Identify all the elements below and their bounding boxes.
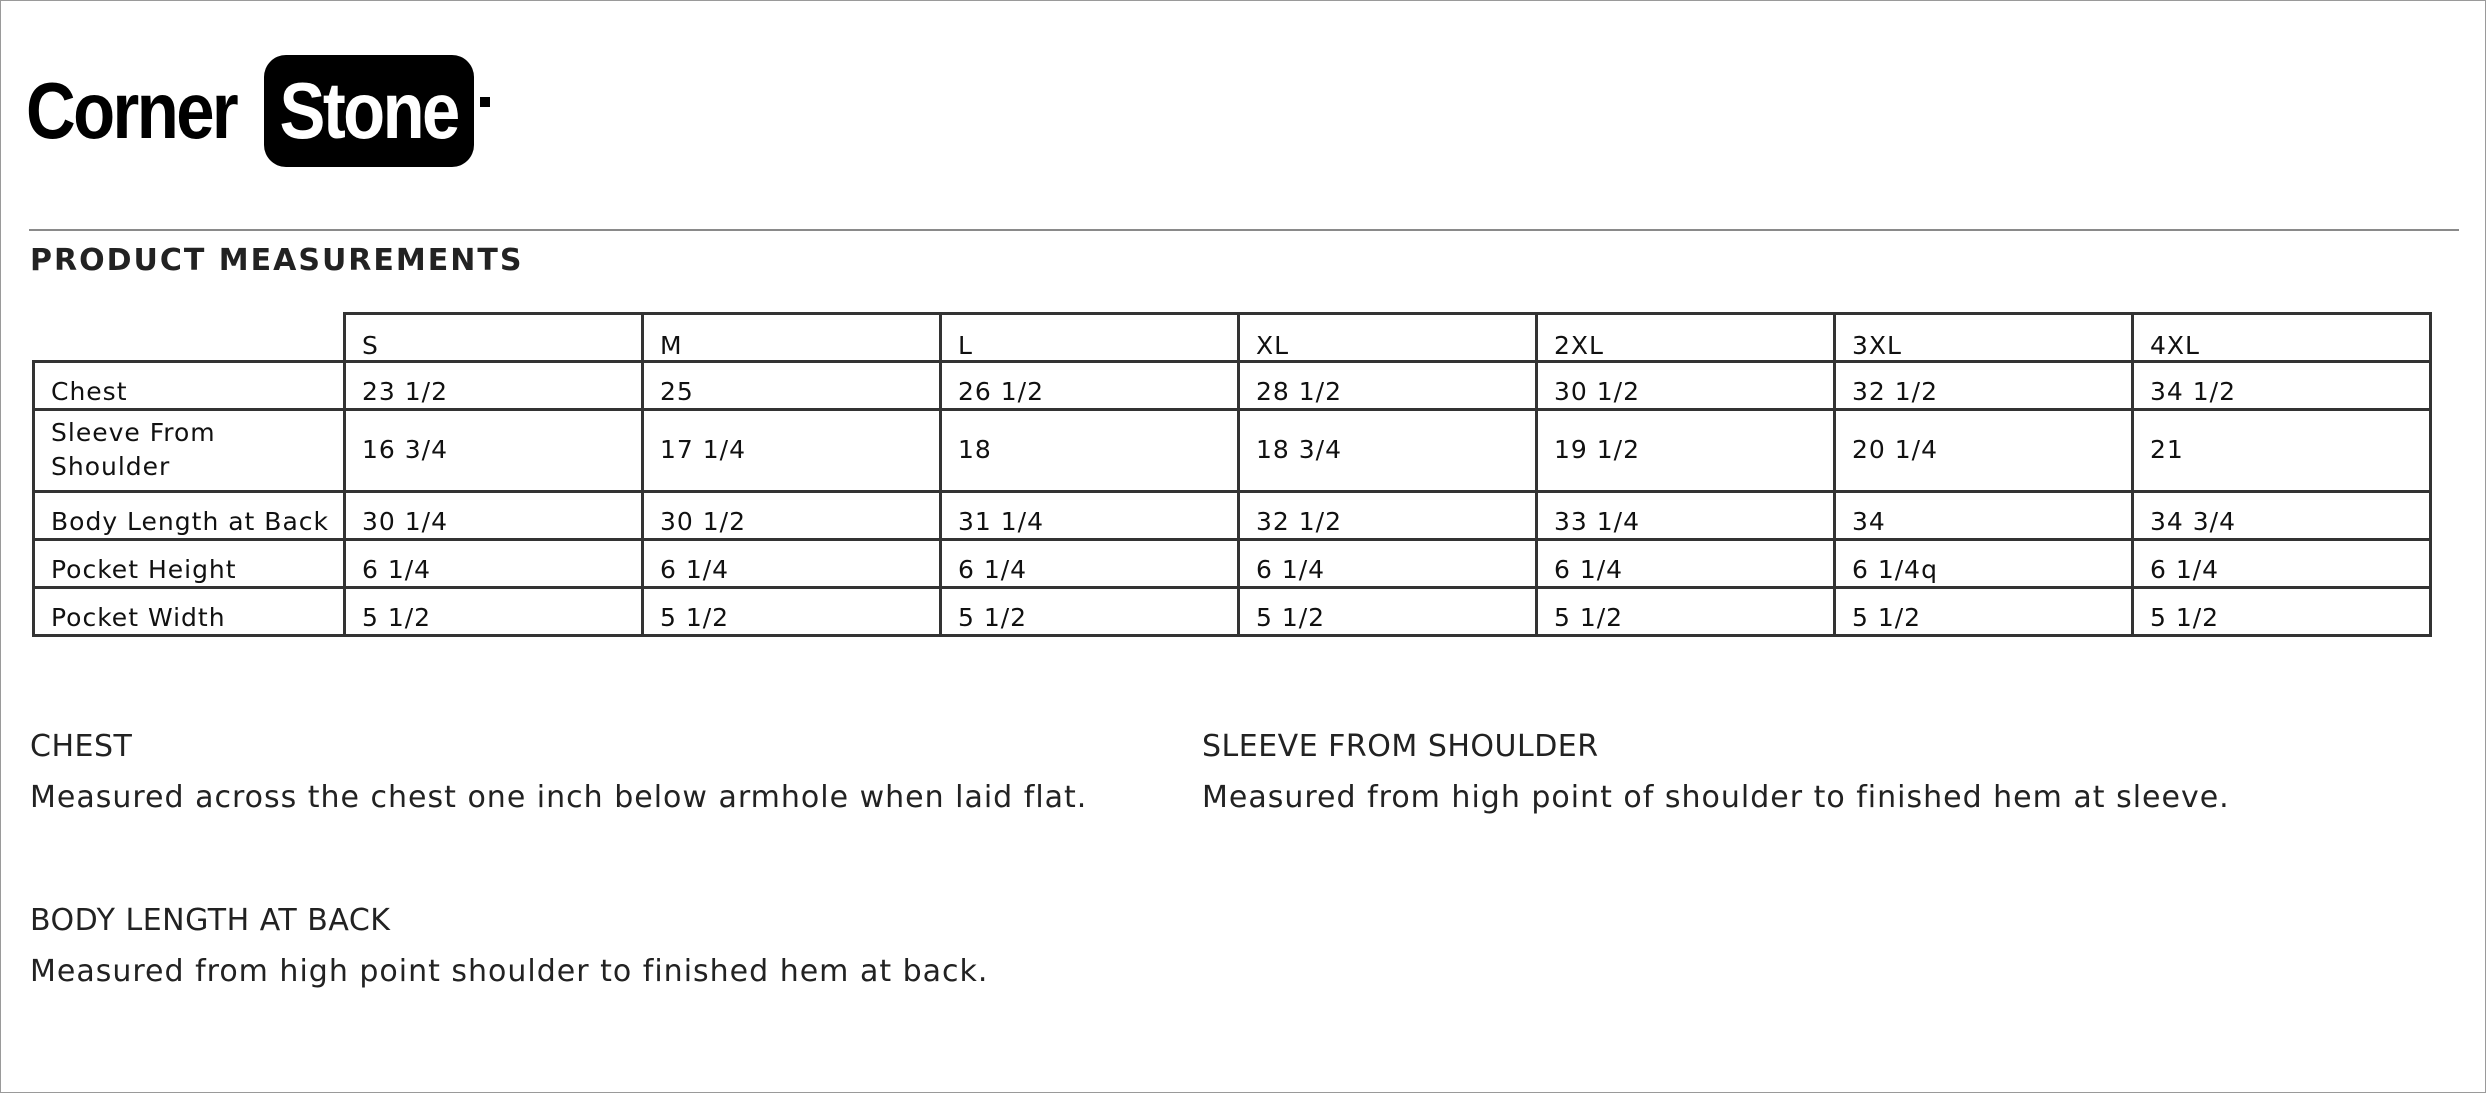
- measurements-table: [32, 312, 2432, 637]
- section-title: PRODUCT MEASUREMENTS: [30, 243, 524, 278]
- table-cell: 34: [1835, 492, 2133, 540]
- definition-chest: [30, 729, 1087, 815]
- table-cell: 6 1/4: [1239, 540, 1537, 588]
- definition-heading: CHEST: [30, 729, 133, 764]
- table-cell: 18: [941, 410, 1239, 492]
- table-cell: 5 1/2: [941, 588, 1239, 636]
- table-cell: 18 3/4: [1239, 410, 1537, 492]
- table-cell: 21: [2133, 410, 2431, 492]
- table-cell: 33 1/4: [1537, 492, 1835, 540]
- table-cell: 6 1/4: [345, 540, 643, 588]
- size-header: L: [941, 314, 1239, 362]
- table-cell: 5 1/2: [345, 588, 643, 636]
- table-cell: 6 1/4: [2133, 540, 2431, 588]
- table-cell: 6 1/4: [643, 540, 941, 588]
- row-label: Chest: [34, 362, 345, 410]
- definition-text: Measured from high point of shoulder to finished hem at sleeve.: [1202, 780, 2230, 815]
- logo-stone-box: [264, 55, 474, 167]
- definition-sleeve: [1202, 729, 2230, 815]
- table-cell: 6 1/4q: [1835, 540, 2133, 588]
- table-cell: 5 1/2: [1239, 588, 1537, 636]
- table-cell: 25: [643, 362, 941, 410]
- table-cell: 30 1/2: [1537, 362, 1835, 410]
- table-cell: 23 1/2: [345, 362, 643, 410]
- table-cell: 34 3/4: [2133, 492, 2431, 540]
- definition-body-length: [30, 903, 988, 989]
- table-row: [34, 492, 2431, 540]
- size-header: XL: [1239, 314, 1537, 362]
- size-header: M: [643, 314, 941, 362]
- table-cell: 5 1/2: [1537, 588, 1835, 636]
- table-cell: 5 1/2: [1835, 588, 2133, 636]
- table-cell: 31 1/4: [941, 492, 1239, 540]
- logo-word-corner: Corner: [26, 66, 237, 155]
- table-cell: 6 1/4: [1537, 540, 1835, 588]
- table-cell: 17 1/4: [643, 410, 941, 492]
- size-header: 3XL: [1835, 314, 2133, 362]
- table-header-row: [34, 314, 2431, 362]
- row-label: Pocket Width: [34, 588, 345, 636]
- row-label: Pocket Height: [34, 540, 345, 588]
- table-cell: 34 1/2: [2133, 362, 2431, 410]
- table-corner-cell: [34, 314, 345, 362]
- table-row: [34, 588, 2431, 636]
- table-cell: 30 1/4: [345, 492, 643, 540]
- table-cell: 20 1/4: [1835, 410, 2133, 492]
- definition-heading: BODY LENGTH AT BACK: [30, 903, 391, 938]
- cornerstone-logo: [26, 54, 490, 168]
- table-cell: 26 1/2: [941, 362, 1239, 410]
- definition-heading: SLEEVE FROM SHOULDER: [1202, 729, 1599, 764]
- logo-word-stone: Stone: [279, 66, 459, 155]
- table-cell: 32 1/2: [1239, 492, 1537, 540]
- definition-text: Measured across the chest one inch below armhole when laid flat.: [30, 780, 1088, 815]
- definition-text: Measured from high point shoulder to finished hem at back.: [30, 954, 989, 989]
- table-cell: 32 1/2: [1835, 362, 2133, 410]
- size-header: S: [345, 314, 643, 362]
- row-label: Sleeve From Shoulder: [34, 410, 345, 492]
- logo-dot-icon: [480, 97, 490, 107]
- table-row: [34, 410, 2431, 492]
- table-cell: 28 1/2: [1239, 362, 1537, 410]
- table-cell: 6 1/4: [941, 540, 1239, 588]
- table-cell: 5 1/2: [2133, 588, 2431, 636]
- size-header: 4XL: [2133, 314, 2431, 362]
- size-header: 2XL: [1537, 314, 1835, 362]
- table-row: [34, 540, 2431, 588]
- row-label: Body Length at Back: [34, 492, 345, 540]
- table-cell: 16 3/4: [345, 410, 643, 492]
- header-divider: [29, 229, 2459, 231]
- table-cell: 19 1/2: [1537, 410, 1835, 492]
- table-row: [34, 362, 2431, 410]
- table-cell: 30 1/2: [643, 492, 941, 540]
- table-cell: 5 1/2: [643, 588, 941, 636]
